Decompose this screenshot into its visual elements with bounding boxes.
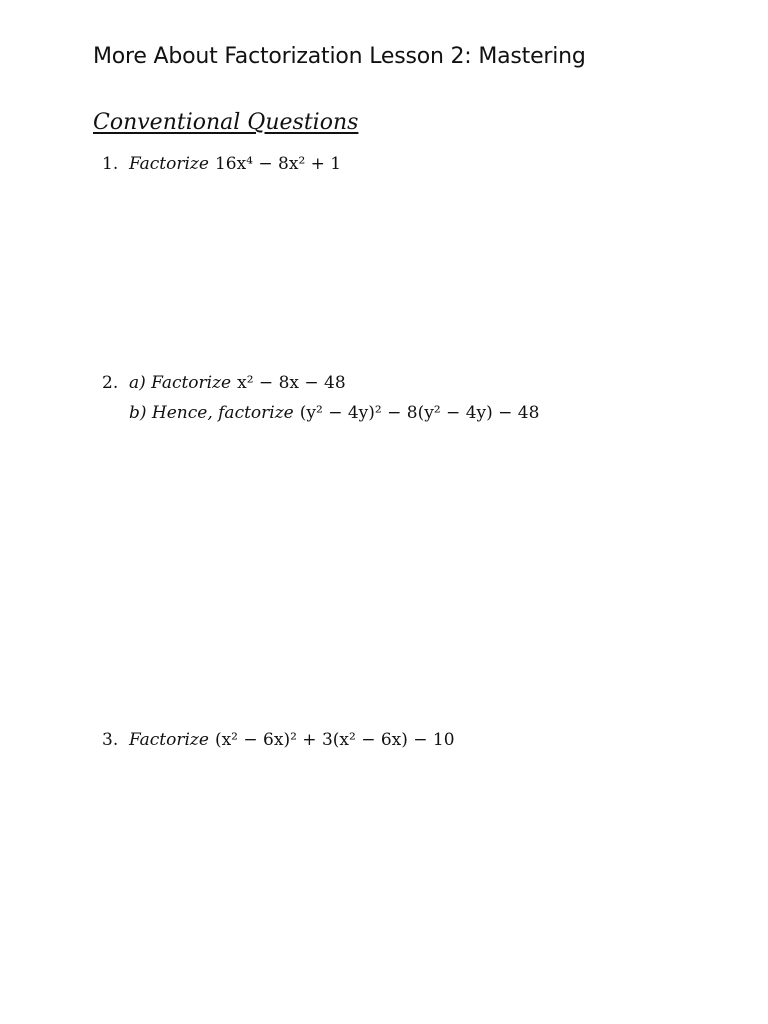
question-2b — [129, 403, 539, 423]
question-number: 1. — [102, 154, 119, 174]
question-2a — [102, 373, 346, 393]
question-number: 2. — [102, 373, 119, 393]
question-number: 3. — [102, 730, 119, 750]
question-expression: (y² − 4y)² − 8(y² − 4y) − 48 — [299, 403, 540, 423]
question-label: Factorize — [129, 730, 209, 750]
question-label: b) Hence, factorize — [129, 403, 294, 423]
page-title: More About Factorization Lesson 2: Mastering — [93, 44, 586, 69]
question-label: a) Factorize — [129, 373, 232, 393]
question-expression: (x² − 6x)² + 3(x² − 6x) − 10 — [214, 730, 455, 750]
section-heading: Conventional Questions — [93, 110, 359, 135]
question-label: Factorize — [129, 154, 209, 174]
question-expression: 16x⁴ − 8x² + 1 — [214, 154, 342, 174]
question-3 — [102, 730, 455, 750]
question-expression: x² − 8x − 48 — [237, 373, 346, 393]
question-1 — [102, 154, 341, 174]
